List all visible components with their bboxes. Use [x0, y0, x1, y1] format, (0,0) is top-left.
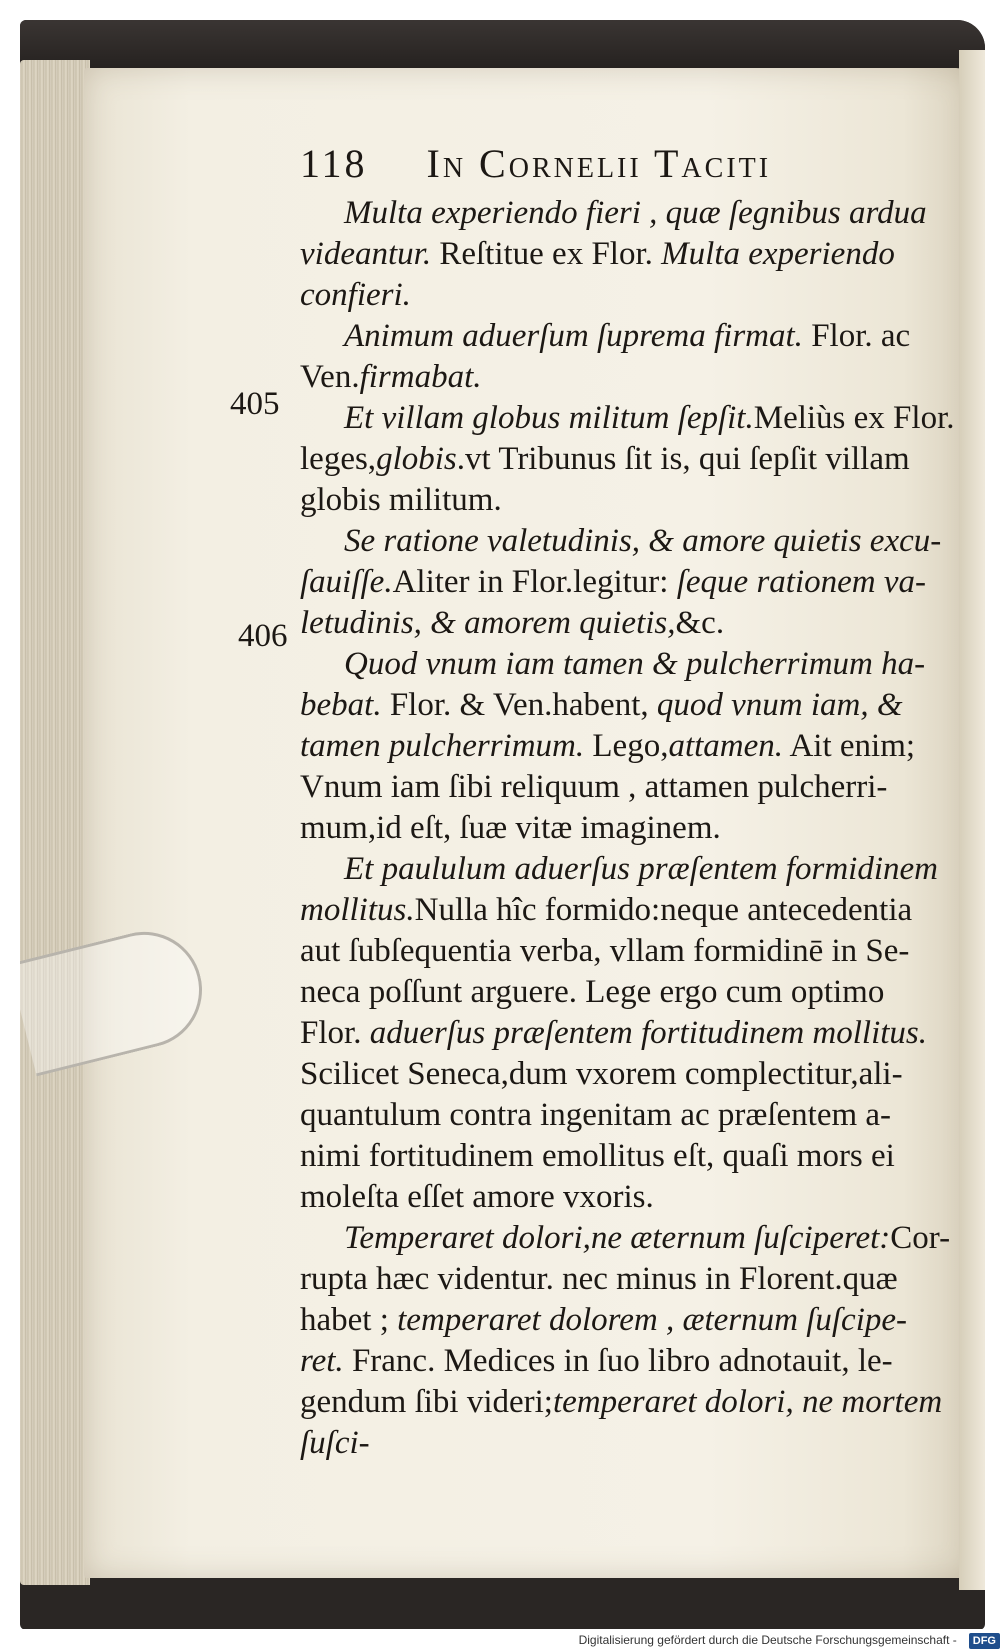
- text-line: [300, 439, 940, 480]
- page-stack-edge: [20, 60, 90, 1585]
- roman-segment: leges,: [300, 441, 377, 477]
- italic-segment: tamen pulcherrimum.: [300, 728, 585, 764]
- roman-segment: quantulum contra ingenitam ac præſentem a-: [300, 1097, 892, 1133]
- text-line: [300, 808, 940, 849]
- italic-segment: Quod vnum iam tamen & pulcherrimum ha-: [344, 646, 926, 682]
- italic-segment: aduerſus præſentem fortitudinem mollitus.: [369, 1015, 928, 1051]
- text-line: [300, 931, 940, 972]
- italic-segment: Et villam globus militum ſepſit.: [344, 400, 754, 436]
- roman-segment: habet ;: [300, 1302, 398, 1338]
- roman-segment: Ait enim;: [783, 728, 916, 764]
- roman-segment: Vnum iam ſibi reliquum , attamen pulcherri-: [300, 769, 888, 805]
- italic-segment: ret.: [300, 1343, 344, 1379]
- italic-segment: globis: [376, 441, 457, 477]
- italic-segment: quod vnum iam, &: [656, 687, 903, 723]
- roman-segment: Ven.: [300, 359, 360, 395]
- text-line: [300, 644, 940, 685]
- roman-segment: aut ſubſequentia verba, vllam formidinē in Se-: [300, 933, 910, 969]
- roman-segment: neca poſſunt arguere. Lege ergo cum optimo: [300, 974, 885, 1010]
- roman-segment: nimi fortitudinem emollitus eſt, quaſi mors ei: [300, 1138, 895, 1174]
- running-header: [300, 140, 940, 187]
- roman-segment: mum,id eſt, ſuæ vitæ imaginem.: [300, 810, 721, 846]
- facing-page-edge: [959, 50, 985, 1590]
- text-line: [300, 1341, 940, 1382]
- running-title: In Cornelii Taciti: [426, 141, 772, 186]
- text-line: [300, 1218, 951, 1259]
- text-line: [300, 890, 940, 931]
- text-line: [300, 193, 940, 234]
- italic-segment: Temperaret dolori,ne æternum ſuſciperet:: [344, 1220, 891, 1256]
- funding-credit: Digitalisierung gefördert durch die Deutsche Forschungsgemeinschaft -: [578, 1633, 957, 1647]
- italic-segment: ſuſci-: [300, 1425, 370, 1461]
- book-cover-edge: [20, 20, 985, 70]
- italic-segment: ſeque rationem va-: [676, 564, 926, 600]
- text-line: [300, 1300, 940, 1341]
- text-line: [300, 1382, 943, 1423]
- text-line: [300, 521, 940, 562]
- text-line: [300, 972, 940, 1013]
- roman-segment: &c.: [675, 605, 725, 641]
- text-line: [300, 1054, 940, 1095]
- body-text: [300, 193, 955, 1464]
- italic-segment: temperaret dolorem , æternum ſuſcipe-: [397, 1302, 908, 1338]
- text-line: [300, 275, 940, 316]
- italic-segment: temperaret dolori, ne mortem: [552, 1384, 943, 1420]
- italic-segment: bebat.: [300, 687, 382, 723]
- italic-segment: letudinis, & amorem quietis,: [300, 605, 676, 641]
- roman-segment: Meliùs ex Flor.: [753, 400, 955, 436]
- text-line: [300, 685, 940, 726]
- roman-segment: Aliter in Flor.legitur:: [392, 564, 677, 600]
- text-line: [300, 849, 940, 890]
- roman-segment: Flor. & Ven.habent,: [381, 687, 657, 723]
- roman-segment: Lego,: [584, 728, 669, 764]
- italic-segment: Et paululum aduerſus præſentem formidinem: [344, 851, 938, 887]
- italic-segment: Animum aduerſum ſuprema firmat.: [344, 318, 803, 354]
- footer-bar: [0, 1629, 1000, 1651]
- dfg-logo: DFG: [969, 1633, 1000, 1649]
- text-line: [300, 767, 940, 808]
- text-line: [300, 1177, 940, 1218]
- roman-segment: globis militum.: [300, 482, 502, 518]
- text-line: [300, 357, 940, 398]
- margin-number-405: 405: [230, 386, 280, 422]
- text-line: [300, 1259, 940, 1300]
- text-line: [300, 1095, 940, 1136]
- roman-segment: Flor. ac: [802, 318, 911, 354]
- roman-segment: Cor-: [890, 1220, 951, 1256]
- roman-segment: Reſtitue ex Flor.: [431, 236, 662, 272]
- italic-segment: ſauiſſe.: [300, 564, 393, 600]
- italic-segment: confieri.: [300, 277, 411, 313]
- text-line: [300, 562, 940, 603]
- text-line: [300, 1013, 940, 1054]
- roman-segment: moleſta eſſet amore vxoris.: [300, 1179, 654, 1215]
- italic-segment: Se ratione valetudinis, & amore quietis excu-: [344, 523, 942, 559]
- text-line: [300, 726, 940, 767]
- italic-segment: attamen.: [668, 728, 784, 764]
- italic-segment: Multa experiendo: [661, 236, 895, 272]
- italic-segment: firmabat.: [359, 359, 482, 395]
- text-line: [300, 234, 940, 275]
- roman-segment: Franc. Medices in ſuo libro adnotauit, le-: [343, 1343, 893, 1379]
- italic-segment: mollitus.: [300, 892, 415, 928]
- text-line: [300, 398, 955, 439]
- text-line: [300, 480, 940, 521]
- text-line: [300, 603, 940, 644]
- italic-segment: videantur.: [300, 236, 432, 272]
- text-block: [300, 140, 955, 1464]
- roman-segment: rupta hæc videntur. nec minus in Florent.quæ: [300, 1261, 898, 1297]
- italic-segment: Multa experiendo fieri , quæ ſegnibus ardua: [344, 195, 927, 231]
- roman-segment: Nulla hîc formido:neque antecedentia: [414, 892, 913, 928]
- roman-segment: Flor.: [300, 1015, 370, 1051]
- text-line: [300, 1136, 940, 1177]
- text-line: [300, 316, 940, 357]
- roman-segment: gendum ſibi videri;: [300, 1384, 553, 1420]
- page-number: 118: [300, 141, 368, 186]
- roman-segment: .vt Tribunus ſit is, qui ſepſit villam: [456, 441, 910, 477]
- text-line: [300, 1423, 940, 1464]
- margin-number-406: 406: [238, 618, 288, 654]
- roman-segment: Scilicet Seneca,dum vxorem complectitur,ali-: [300, 1056, 903, 1092]
